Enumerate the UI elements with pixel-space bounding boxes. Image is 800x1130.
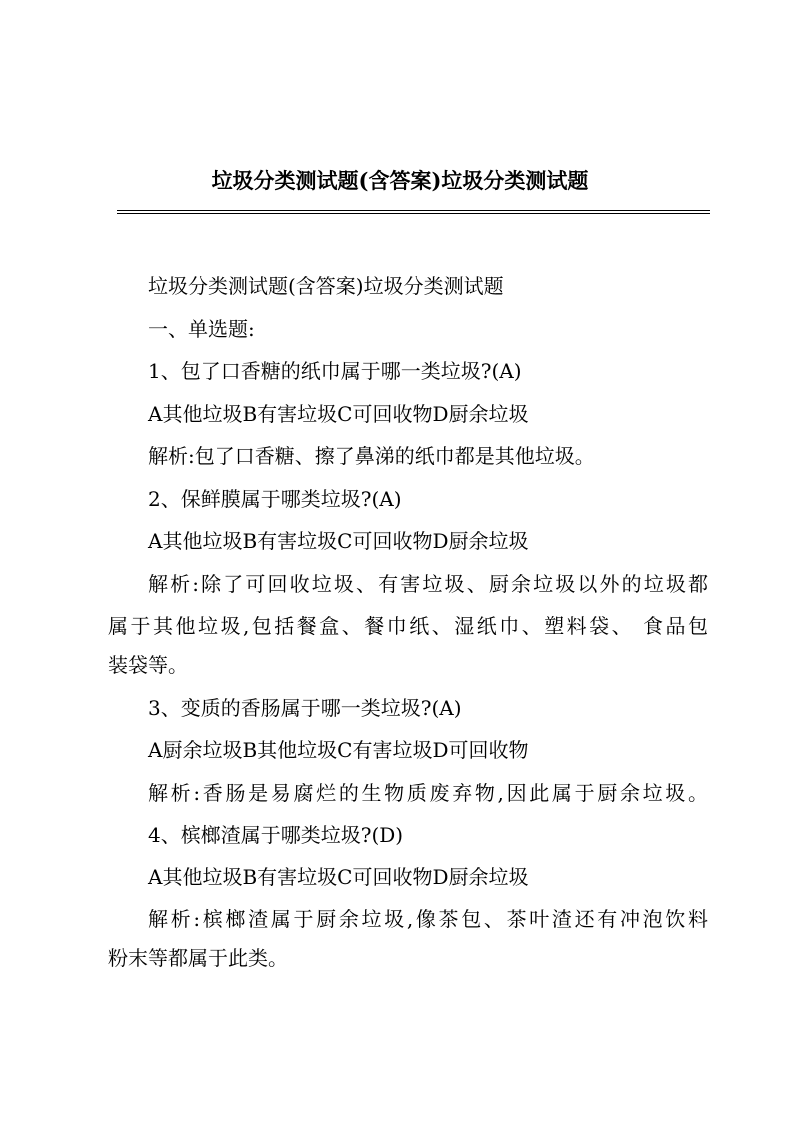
question-1-options: A其他垃圾B有害垃圾C可回收物D厨余垃圾 (148, 402, 529, 426)
question-4-explanation-line-1: 解析:槟榔渣属于厨余垃圾,像茶包、茶叶渣还有冲泡饮料 (148, 907, 708, 931)
question-4-explanation-line-2: 粉末等都属于此类。 (108, 946, 288, 970)
question-2: 2、保鲜膜属于哪类垃圾?(A) (148, 487, 402, 511)
title-underline-top (117, 210, 710, 211)
document-title: 垃圾分类测试题(含答案)垃圾分类测试题 (211, 168, 589, 193)
question-4-options: A其他垃圾B有害垃圾C可回收物D厨余垃圾 (148, 865, 529, 889)
question-3-explanation: 解析:香肠是易腐烂的生物质废弃物,因此属于厨余垃圾。 (148, 781, 708, 805)
question-2-explanation-line-3: 装袋等。 (108, 653, 188, 677)
question-4: 4、槟榔渣属于哪类垃圾?(D) (148, 823, 404, 847)
section-heading: 一、单选题: (148, 317, 255, 341)
question-2-explanation-line-2: 属于其他垃圾,包括餐盒、餐巾纸、湿纸巾、塑料袋、 食品包 (108, 614, 708, 638)
question-2-options: A其他垃圾B有害垃圾C可回收物D厨余垃圾 (148, 529, 529, 553)
question-2-explanation-line-1: 解析:除了可回收垃圾、有害垃圾、厨余垃圾以外的垃圾都 (148, 572, 708, 596)
title-underline-bottom (117, 213, 710, 214)
question-1: 1、包了口香糖的纸巾属于哪一类垃圾?(A) (148, 359, 522, 383)
question-1-explanation: 解析:包了口香糖、擦了鼻涕的纸巾都是其他垃圾。 (148, 444, 595, 468)
subtitle: 垃圾分类测试题(含答案)垃圾分类测试题 (148, 274, 504, 298)
question-3: 3、变质的香肠属于哪一类垃圾?(A) (148, 696, 462, 720)
question-3-options: A厨余垃圾B其他垃圾C有害垃圾D可回收物 (148, 738, 529, 762)
